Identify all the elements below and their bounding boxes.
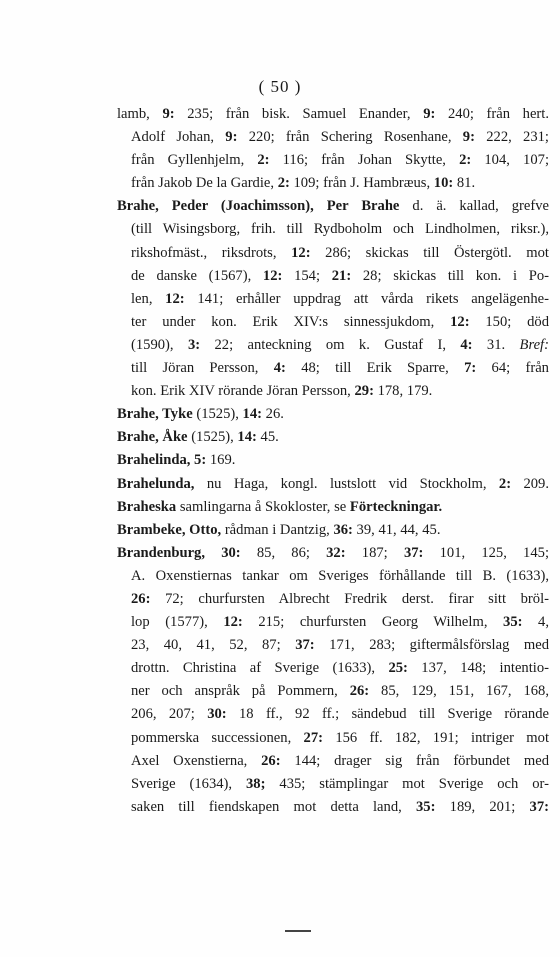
text-run: A. Oxenstiernas tankar om Sveriges förhållande till B. (1633), <box>131 567 549 584</box>
text-run: 187; <box>345 544 404 561</box>
text-line <box>117 357 549 380</box>
text-run: len, <box>131 290 166 307</box>
bold-run: 27: <box>303 729 324 746</box>
text-run: 435; stämplingar mot Sverige och or- <box>265 775 549 792</box>
bold-run: 9: <box>462 129 475 146</box>
bold-run: 2: <box>277 175 290 192</box>
bold-run: 37: <box>403 544 424 561</box>
text-run: 26. <box>262 406 284 423</box>
text-line <box>117 149 549 172</box>
text-run: (1525), <box>192 406 243 423</box>
text-line <box>117 288 549 311</box>
text-run: 144; drager sig från förbundet med <box>280 752 549 769</box>
bold-run: 9: <box>162 106 175 122</box>
text-run: 22; anteckning om k. Gustaf I, <box>200 336 461 353</box>
text-run: ter under kon. Erik XIV:s sinnessjukdom, <box>131 313 451 330</box>
text-run: 104, 107; <box>471 152 549 169</box>
text-run: ner och anspråk på Pommern, <box>131 683 350 700</box>
bold-run: Brahelunda, <box>117 475 195 492</box>
text-line <box>117 565 549 588</box>
text-line <box>117 334 549 357</box>
bold-run: 36: <box>333 521 353 538</box>
bold-run: 32: <box>326 544 346 561</box>
text-run: 18 ff., 92 ff.; sändebud till Sverige rörande <box>226 706 549 723</box>
text-run: 141; erhåller uppdrag att vårda rikets angelägenhe- <box>184 290 549 307</box>
text-run: 209. <box>511 475 549 492</box>
text-run: Adolf Johan, <box>131 129 226 146</box>
page-number: ( 50 ) <box>258 77 302 96</box>
text-run: 23, 40, 41, 52, 87; <box>131 637 296 654</box>
text-line <box>117 380 549 403</box>
bold-run: 5: <box>194 452 207 469</box>
text-run: till Jöran Persson, <box>131 360 274 377</box>
text-run: 4, <box>522 614 549 631</box>
text-run: 109; från J. Hambræus, <box>289 175 434 192</box>
text-line <box>117 172 549 195</box>
text-run: 81. <box>453 175 476 192</box>
bold-run: Förteckningar. <box>349 498 443 515</box>
text-line <box>117 588 549 611</box>
text-run: lop (1577), <box>131 614 224 631</box>
text-run: från Gyllenhjelm, <box>131 152 258 169</box>
text-line <box>117 242 549 265</box>
bold-run: 12: <box>262 267 283 284</box>
text-run: 171, 283; giftermålsförslag med <box>314 637 550 654</box>
text-run: 222, 231; <box>474 129 549 146</box>
bold-run: Brahelinda, <box>117 452 195 469</box>
bold-run: 21: <box>331 267 352 284</box>
text-line <box>117 611 549 634</box>
bold-run: 4: <box>273 360 286 377</box>
text-line <box>117 773 549 796</box>
bold-run: Brahe, Tyke <box>117 406 193 423</box>
text-run: 64; från <box>476 360 549 377</box>
index-entries <box>117 103 549 819</box>
bold-run: 29: <box>354 383 374 400</box>
text-line <box>117 519 549 542</box>
page-bottom-mark <box>285 930 311 932</box>
text-run: kon. Erik XIV rörande Jöran Persson, <box>131 383 355 400</box>
text-line <box>117 311 549 334</box>
text-line <box>117 750 549 773</box>
text-run: 215; churfursten Georg Wilhelm, <box>242 614 504 631</box>
text-line <box>117 473 549 496</box>
bold-run: 37: <box>529 798 549 815</box>
text-run: rådman i Dantzig, <box>221 521 334 538</box>
text-line <box>117 634 549 657</box>
bold-run: Brandenburg, <box>117 544 222 561</box>
text-run: lamb, <box>117 106 163 122</box>
text-run: (till Wisingsborg, frih. till Rydboholm och Lindholmen, riksr.), <box>131 221 549 238</box>
text-run: 31. <box>472 336 520 353</box>
text-line <box>117 195 549 218</box>
bold-run: 10: <box>433 175 454 192</box>
text-run: (1525), <box>187 429 238 446</box>
text-run: från Jakob De la Gardie, <box>131 175 278 192</box>
bold-run: 2: <box>257 152 270 169</box>
bold-run: 9: <box>423 106 436 122</box>
text-run: de danske (1567), <box>131 267 263 284</box>
text-run: 116; från Johan Skytte, <box>269 152 460 169</box>
bold-run: 26: <box>349 683 370 700</box>
text-line <box>117 796 549 819</box>
text-run: 85, 86; <box>240 544 327 561</box>
text-line <box>117 126 549 149</box>
bold-run: 12: <box>450 313 470 330</box>
text-line <box>117 449 549 472</box>
text-run: 189, 201; <box>435 798 530 815</box>
text-run: 178, 179. <box>373 383 433 400</box>
text-run: Axel Oxenstierna, <box>131 752 262 769</box>
bold-run: 7: <box>464 360 477 377</box>
bold-run: Braheska <box>117 498 177 515</box>
bold-run: 37: <box>295 637 315 654</box>
text-line <box>117 657 549 680</box>
bold-run: 25: <box>388 660 408 677</box>
bold-run: 30: <box>221 544 241 561</box>
text-run: 85, 129, 151, 167, 168, <box>369 683 550 700</box>
text-run: 28; skickas till kon. i Po- <box>351 267 549 284</box>
text-line <box>117 103 549 126</box>
text-run: 154; <box>282 267 332 284</box>
text-run: 240; från hert. <box>435 106 549 122</box>
bold-run: 2: <box>498 475 512 492</box>
text-run: 156 ff. 182, 191; intriger mot <box>323 729 549 746</box>
text-line <box>117 727 549 750</box>
text-line <box>117 680 549 703</box>
text-run: saken till fiendskapen mot detta land, <box>131 798 416 815</box>
text-run: pommerska successionen, <box>131 729 304 746</box>
text-line <box>117 542 549 565</box>
bold-run: 9: <box>225 129 238 146</box>
text-run: 48; till Erik Sparre, <box>285 360 465 377</box>
text-run: 150; död <box>469 313 549 330</box>
text-run: 169. <box>206 452 236 469</box>
bold-run: 12: <box>291 244 311 261</box>
text-line <box>117 403 549 426</box>
text-run: (1590), <box>131 336 188 353</box>
text-run: Sverige (1634), <box>131 775 246 792</box>
text-run: 45. <box>256 429 279 446</box>
bold-run: 2: <box>459 152 472 169</box>
bold-run: 35: <box>415 798 436 815</box>
bold-run: Brambeke, Otto, <box>117 521 222 538</box>
text-line <box>117 496 549 519</box>
text-run: nu Haga, kongl. lustslott vid Stockholm, <box>194 475 499 492</box>
text-run: drottn. Christina af Sverige (1633), <box>131 660 389 677</box>
text-run: rikshofmäst., riksdrots, <box>131 244 292 261</box>
bold-run: 14: <box>242 406 263 423</box>
bold-run: 30: <box>207 706 227 723</box>
bold-run: 26: <box>261 752 281 769</box>
text-run: 39, 41, 44, 45. <box>352 521 441 538</box>
bold-run: Brahe, Åke <box>117 429 188 446</box>
bold-run: 26: <box>131 590 151 607</box>
bold-run: 4: <box>460 336 473 353</box>
bold-run: 35: <box>503 614 523 631</box>
text-run: 72; churfursten Albrecht Fredrik derst. firar sitt bröl- <box>150 590 549 607</box>
text-run: 137, 148; intentio- <box>407 660 549 677</box>
text-run: 286; skickas till Östergötl. mot <box>310 244 549 261</box>
bold-run: Brahe, Peder (Joachimsson), Per Brahe <box>117 198 400 215</box>
text-line <box>117 703 549 726</box>
text-line <box>117 426 549 449</box>
bold-run: 12: <box>223 614 243 631</box>
text-run: 206, 207; <box>131 706 208 723</box>
text-run: 220; från Schering Rosenhane, <box>237 129 463 146</box>
bold-run: 3: <box>187 336 201 353</box>
text-line <box>117 218 549 241</box>
text-run: 235; från bisk. Samuel Enander, <box>174 106 424 122</box>
text-run: 101, 125, 145; <box>423 544 550 561</box>
bold-run: 38; <box>246 775 266 792</box>
text-run: d. ä. kallad, grefve <box>399 198 549 215</box>
bold-run: 14: <box>237 429 257 446</box>
bold-run: 12: <box>165 290 185 307</box>
italic-run: Bref: <box>519 336 549 353</box>
text-run: samlingarna å Skokloster, se <box>176 498 350 515</box>
text-line <box>117 265 549 288</box>
